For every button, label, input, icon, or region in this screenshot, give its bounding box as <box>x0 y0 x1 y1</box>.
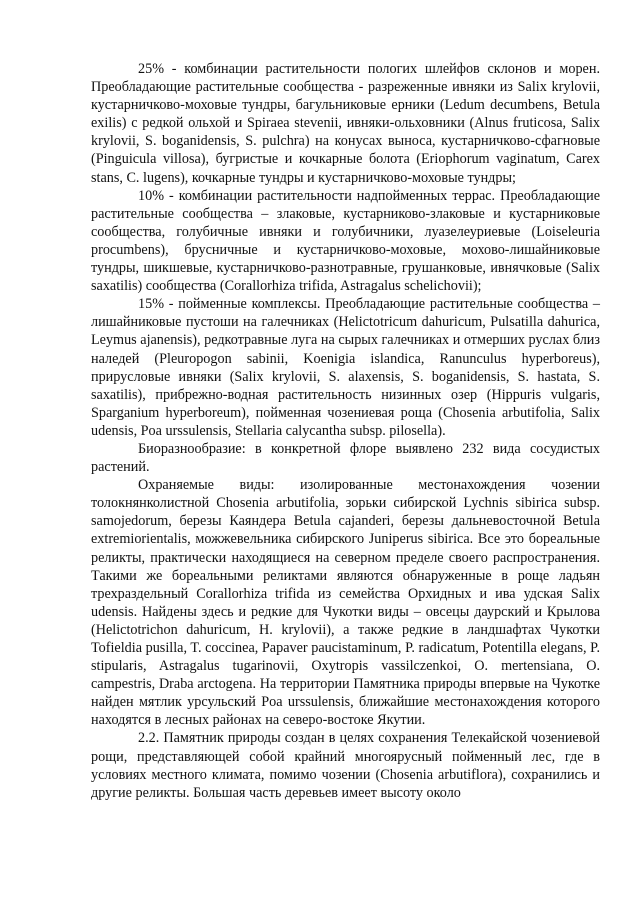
paragraph-protected-species: Охраняемые виды: изолированные местонахождения чозении толокнянколистной Chosenia arbutifolia, зорьки сибирской Lychnis sibirica subsp. samojedorum, березы Каяндера Betula cajanderi, березы дальневосточной Betula extremiorientalis, можжевельника сибирского Juniperus sibirica. Все это бореальные реликты, практически находящиеся на северном пределе своего распространения. Такими же бореальными реликтами являются обнаруженные в роще ладьян трехраздельный Corallorhiza trifida из семейства Орхидных и ива удская Salix udensis. Найдены здесь и редкие для Чукотки виды – овсецы даурский и Крылова (Helictotrichon dahuricum, H. krylovii), а также редкие в ландшафтах Чукотки Tofieldia pusilla, T. coccinea, Papaver paucistaminum, P. radicatum, Potentilla elegans, P. stipularis, Astragalus tugarinovii, Oxytropis vassilczenkoi, O. mertensiana, O. campestris, Draba arctogena. На территории Памятника природы впервые на Чукотке найден мятлик урсульский Poa urssulensis, ближайшие местонахождения которого находятся в лесных районах на северо-востоке Якутии. <box>91 477 600 729</box>
paragraph-terrace-vegetation: 10% - комбинации растительности надпойменных террас. Преобладающие растительные сообщества – злаковые, кустарниково-злаковые и кустарниковые сообщества, голубичные ивняки и голубичники, луазелеуриевые (Loiseleuria procumbens), брусничные и кустарничково-моховые, мохово-лишайниковые тундры, шикшевые, кустарничково-разнотравные, грушанковые, ивнячковые (Salix saxatilis) сообщества (Corallorhiza trifida, Astragalus schelichovii); <box>91 187 600 295</box>
paragraph-biodiversity: Биоразнообразие: в конкретной флоре выявлено 232 вида сосудистых растений. <box>91 440 600 476</box>
document-page <box>91 60 600 802</box>
paragraph-section-2-2: 2.2. Памятник природы создан в целях сохранения Телекайской чозениевой рощи, представляющей собой крайний многоярусный пойменный лес, где в условиях местного климата, помимо чозении (Chosenia arbutiflora), сохранились и другие реликты. Большая часть деревьев имеет высоту около <box>91 730 600 801</box>
paragraph-slope-vegetation: 25% - комбинации растительности пологих шлейфов склонов и морен. Преобладающие растительные сообщества - разреженные ивняки из Salix krylovii, кустарничково-моховые тундры, багульниковые ерники (Ledum decumbens, Betula exilis) с редкой ольхой и Spiraea stevenii, ивняки-ольховники (Alnus fruticosa, Salix krylovii, S. boganidensis, S. pulchra) на конусах выноса, кустарничково-сфагновые (Pinguicula villosa), бугристые и кочкарные болота (Eriophorum vaginatum, Carex stans, C. lugens), кочкарные тундры и кустарничково-моховые тундры; <box>91 61 600 186</box>
paragraph-floodplain-complexes: 15% - пойменные комплексы. Преобладающие растительные сообщества – лишайниковые пустоши на галечниках (Helictotricum dahuricum, Pulsatilla dahurica, Leymus ajanensis), редкотравные луга на сырых галечниках и отмерших руслах близ наледей (Pleuropogon sabinii, Koenigia islandica, Ranunculus hyperboreus), прирусловые ивняки (Salix krylovii, S. alaxensis, S. boganidensis, S. hastata, S. saxatilis), прибрежно-водная растительность низинных озер (Hippuris vulgaris, Sparganium hyperboreum), пойменная чозениевая роща (Chosenia arbutifolia, Salix udensis, Poa urssulensis, Stellaria calycantha subsp. pilosella). <box>91 296 600 439</box>
